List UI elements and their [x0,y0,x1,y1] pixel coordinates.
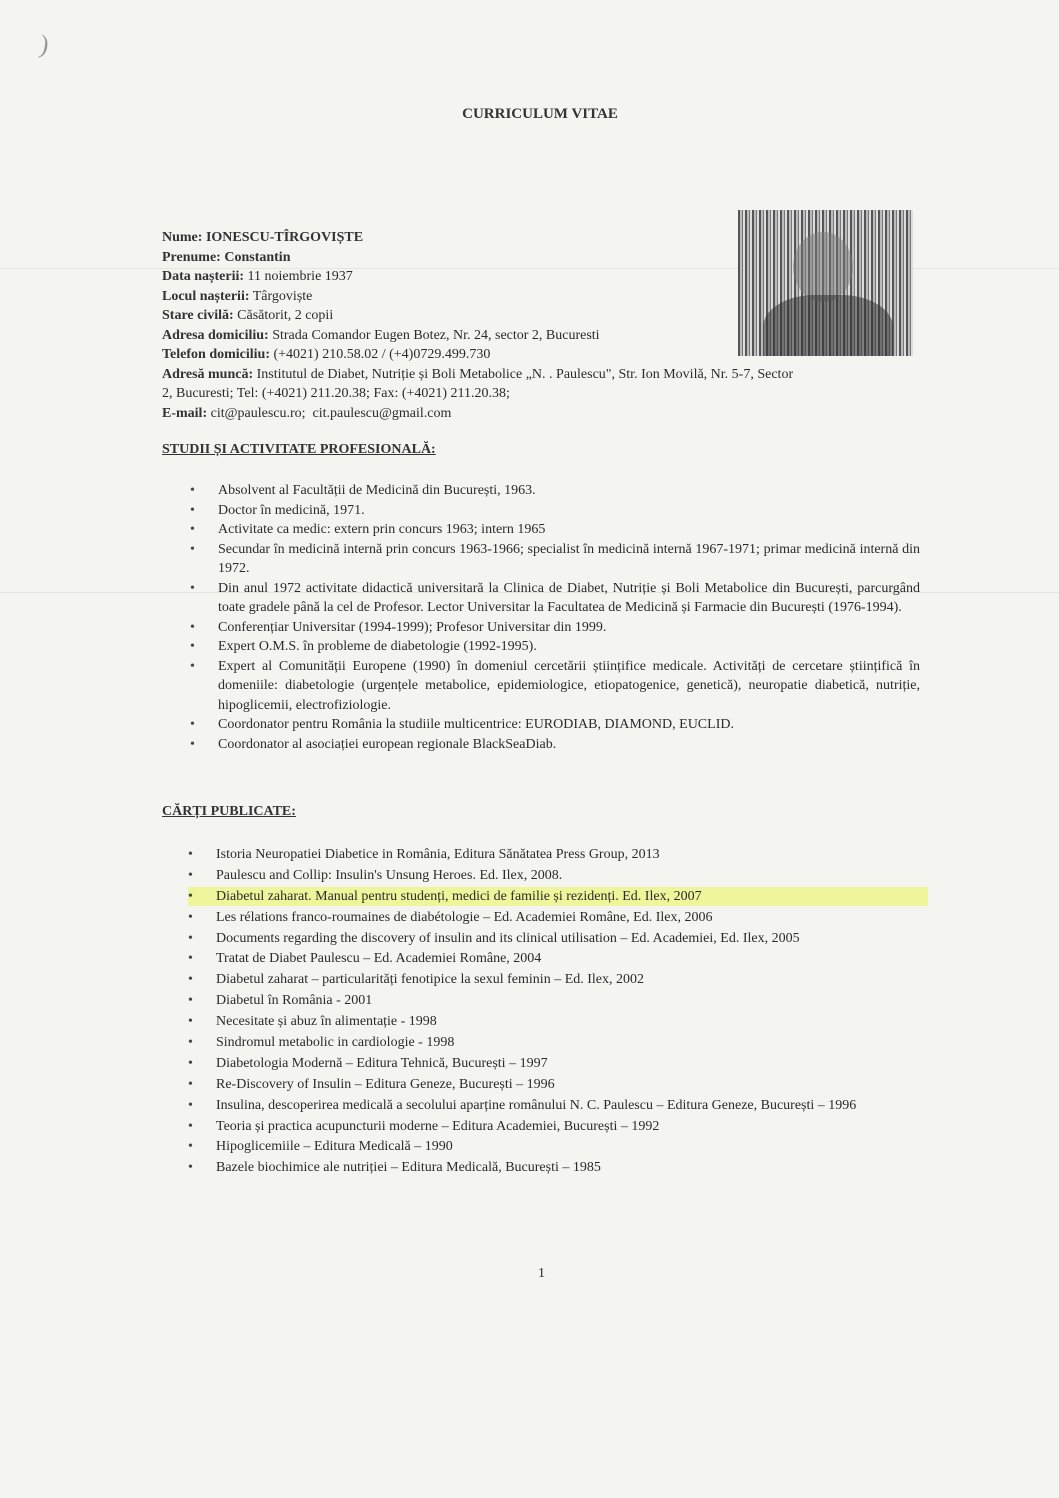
list-item: • Expert O.M.S. în probleme de diabetologie (1992-1995). [190,637,920,657]
info-email: E-mail: cit@paulescu.ro; cit.paulescu@gmail.com [162,405,452,421]
info-work-address: Adresă muncă: Institutul de Diabet, Nutriție și Boli Metabolice „N. . Paulescu", Str. Ion Movilă, Nr. 5-7, Sector 2, Bucuresti; Tel: (+4021) 211.20.38; Fax: (+4021) 211.20.38; [162,366,794,401]
email-link-2[interactable]: cit.paulescu@gmail.com [312,405,452,421]
email-link-1[interactable]: cit@paulescu.ro; [210,405,306,421]
list-item: • Secundar în medicină internă prin concurs 1963-1966; specialist în medicină internă 1967-1971; primar medicină internă din 1972. [190,540,920,579]
list-item: • Diabetul în România - 2001 [188,991,928,1011]
document-title: CURRICULUM VITAE [462,106,618,122]
handwritten-mark: ) [37,29,52,60]
studies-list [190,481,920,754]
list-item: • Doctor în medicină, 1971. [190,501,920,521]
list-item: • Diabetologia Modernă – Editura Tehnică, București – 1997 [188,1054,928,1074]
list-item: • Paulescu and Collip: Insulin's Unsung Heroes. Ed. Ilex, 2008. [188,866,928,886]
list-item: • Activitate ca medic: extern prin concurs 1963; intern 1965 [190,520,920,540]
info-first-name: Prenume: Constantin [162,249,291,265]
list-item: • Din anul 1972 activitate didactică universitară la Clinica de Diabet, Nutriție și Boli Metabolice din București, parcurgând toate gradele până la cel de Profesor. Lector Universitar la Facultatea de Medicină și Farmacie din București (1976-1994). [190,579,920,618]
list-item: • Insulina, descoperirea medicală a secolului aparține românului N. C. Paulescu – Editura Geneze, București – 1996 [188,1096,928,1116]
list-item: • Sindromul metabolic in cardiologie - 1998 [188,1033,928,1053]
books-list [188,845,928,1179]
portrait-photo [738,210,913,356]
page-number: 1 [538,1266,545,1281]
list-item: • Tratat de Diabet Paulescu – Ed. Academiei Române, 2004 [188,949,928,969]
list-item: • Istoria Neuropatiei Diabetice in România, Editura Sănătatea Press Group, 2013 [188,845,928,865]
info-name: Nume: IONESCU-TÎRGOVIȘTE [162,230,364,245]
list-item: • Bazele biochimice ale nutriției – Editura Medicală, București – 1985 [188,1158,928,1178]
info-home-address: Adresa domiciliu: Strada Comandor Eugen Botez, Nr. 24, sector 2, Bucuresti [162,327,600,343]
info-birth-place: Locul nașterii: Târgoviște [162,288,313,304]
list-item: • Necesitate și abuz în alimentație - 1998 [188,1012,928,1032]
info-civil-status: Stare civilă: Căsătorit, 2 copii [162,308,334,323]
list-item: • Documents regarding the discovery of insulin and its clinical utilisation – Ed. Academiei, Ed. Ilex, 2005 [188,929,928,949]
list-item: • Teoria și practica acupuncturii moderne – Editura Academiei, București – 1992 [188,1117,928,1137]
personal-info [162,228,794,423]
list-item: • Expert al Comunității Europene (1990) în domeniul cercetării științifice medicale. Activități de cercetare științifică în domeniile: diabetologie (urgențele metabolice, epidemiologice, etiopatogenice, genetică), neuropatie diabetică, nutriție, hipoglicemii, electrofiziologie. [190,657,920,716]
list-item: • Les rélations franco-roumaines de diabétologie – Ed. Academiei Române, Ed. Ilex, 2006 [188,908,928,928]
list-item: • Re-Discovery of Insulin – Editura Geneze, București – 1996 [188,1075,928,1095]
books-heading: CĂRȚI PUBLICATE: [162,804,296,819]
list-item: • Hipoglicemiile – Editura Medicală – 1990 [188,1137,928,1157]
list-item: • Coordonator al asociației european regionale BlackSeaDiab. [190,735,920,755]
info-home-phone: Telefon domiciliu: (+4021) 210.58.02 / (+4)0729.499.730 [162,347,491,362]
studies-heading: STUDII ȘI ACTIVITATE PROFESIONALĂ: [162,442,436,457]
list-item: • Diabetul zaharat – particularități fenotipice la sexul feminin – Ed. Ilex, 2002 [188,970,928,990]
list-item: • Absolvent al Facultății de Medicină din București, 1963. [190,481,920,501]
list-item: • Coordonator pentru România la studiile multicentrice: EURODIAB, DIAMOND, EUCLID. [190,715,920,735]
list-item: • Conferențiar Universitar (1994-1999); Profesor Universitar din 1999. [190,618,920,638]
info-birth-date: Data nașterii: 11 noiembrie 1937 [162,269,353,284]
list-item-highlighted: • Diabetul zaharat. Manual pentru studenți, medici de familie și rezidenți. Ed. Ilex, 2007 [188,887,928,907]
